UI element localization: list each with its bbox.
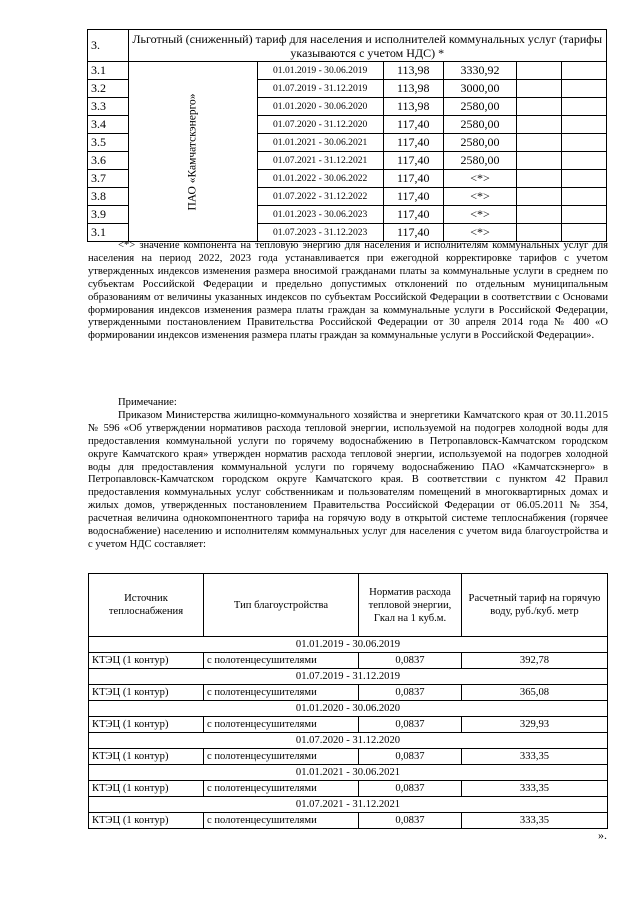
row-number: 3.4 <box>88 116 129 134</box>
table-row <box>88 62 607 80</box>
row-value-1: 113,98 <box>383 80 443 98</box>
source-cell: КТЭЦ (1 контур) <box>89 813 204 829</box>
period-label: 01.07.2021 - 31.12.2021 <box>89 797 608 813</box>
source-cell: КТЭЦ (1 контур) <box>89 653 204 669</box>
table-row <box>89 717 608 733</box>
empty-cell <box>562 152 607 170</box>
organization-cell <box>128 62 257 242</box>
source-cell: КТЭЦ (1 контур) <box>89 717 204 733</box>
empty-cell <box>562 98 607 116</box>
row-number: 3.6 <box>88 152 129 170</box>
row-value-2: 2580,00 <box>443 116 516 134</box>
row-value-2: 2580,00 <box>443 98 516 116</box>
row-value-2: <*> <box>443 188 516 206</box>
type-cell: с полотенцесушителями <box>204 813 359 829</box>
type-cell: с полотенцесушителями <box>204 781 359 797</box>
header-type: Тип благоустройства <box>204 574 359 637</box>
row-value-1: 117,40 <box>383 152 443 170</box>
row-value-2: <*> <box>443 170 516 188</box>
footnote-text: <*> значение компонента на тепловую энергию для населения и исполнителям коммунальных услуг для населения на период 2022, 2023 года устанавливается при ежегодной корректировке тарифов с учетом утвержденных индексов изменения размера вносимой гражданами платы за коммунальные услуги в среднем по субъектам Российской Федерации и предельно допустимых отклонений по отдельным муниципальным образованиям от величины указанных индексов по субъектам Российской Федерации в соответствии с Основами формирования индексов изменения размера платы граждан за коммунальные услуги в Российской Федерации, утвержденными постановлением Правительства Российской Федерации от 30 апреля 2014 года № 400 «О формировании индексов изменения размера платы граждан за коммунальные услуги в Российской Федерации». <box>88 240 608 342</box>
row-number: 3.8 <box>88 188 129 206</box>
row-value-1: 117,40 <box>383 224 443 242</box>
row-value-2: 2580,00 <box>443 134 516 152</box>
table-row <box>89 653 608 669</box>
note-text: Приказом Министерства жилищно-коммунального хозяйства и энергетики Камчатского края от 30.11.2015 № 596 «Об утверждении нормативов расхода тепловой энергии, используемой на подогрев холодной воды для предоставления коммунальной услуги по горячему водоснабжению в Петропавловск-Камчатском городском округе Камчатского края» утвержден норматив расхода тепловой энергии, используемой на подогрев холодной воды для предоставления коммунальной услуги по горячему водоснабжению ПАО «Камчатскэнерго» в Петропавловск-Камчатском городском округе Камчатского края. В соответствии с пунктом 42 Правил предоставления коммунальных услуг собственникам и пользователям помещений в многоквартирных домах и жилых домов, утвержденных постановлением Правительства Российской Федерации от 06.05.2011 № 354, расчетная величина однокомпонентного тарифа на горячую воду в открытой системе теплоснабжения (горячее водоснабжение) населению и исполнителям коммунальных услуг для населения с учетом вида благоустройства и с учетом НДС составляет: <box>88 409 608 550</box>
empty-cell <box>562 134 607 152</box>
type-cell: с полотенцесушителями <box>204 749 359 765</box>
tariff-header-row <box>88 30 607 62</box>
row-value-1: 113,98 <box>383 62 443 80</box>
row-period: 01.01.2023 - 30.06.2023 <box>257 206 383 224</box>
row-number: 3.2 <box>88 80 129 98</box>
note-title: Примечание: <box>118 397 177 408</box>
tariff-cell: 365,08 <box>462 685 608 701</box>
header-tariff: Расчетный тариф на горячую воду, руб./куб. метр <box>462 574 608 637</box>
norm-table <box>88 573 608 829</box>
row-period: 01.07.2022 - 31.12.2022 <box>257 188 383 206</box>
row-value-1: 117,40 <box>383 206 443 224</box>
row-value-1: 117,40 <box>383 188 443 206</box>
empty-cell <box>562 224 607 242</box>
norm-cell: 0,0837 <box>359 749 462 765</box>
row-period: 01.07.2020 - 31.12.2020 <box>257 116 383 134</box>
table-row <box>89 749 608 765</box>
note-block <box>88 397 608 552</box>
row-period: 01.07.2021 - 31.12.2021 <box>257 152 383 170</box>
empty-cell <box>517 170 562 188</box>
row-number: 3.3 <box>88 98 129 116</box>
tariff-cell: 333,35 <box>462 749 608 765</box>
row-value-2: <*> <box>443 206 516 224</box>
tariff-cell: 333,35 <box>462 781 608 797</box>
period-label: 01.07.2020 - 31.12.2020 <box>89 733 608 749</box>
table-row <box>89 685 608 701</box>
period-row <box>89 765 608 781</box>
table-row <box>89 813 608 829</box>
row-value-1: 117,40 <box>383 116 443 134</box>
empty-cell <box>562 116 607 134</box>
period-row <box>89 733 608 749</box>
period-row <box>89 701 608 717</box>
row-period: 01.07.2023 - 31.12.2023 <box>257 224 383 242</box>
row-period: 01.01.2022 - 30.06.2022 <box>257 170 383 188</box>
empty-cell <box>517 134 562 152</box>
row-number: 3.1 <box>88 224 129 242</box>
table-row <box>89 781 608 797</box>
period-label: 01.01.2021 - 30.06.2021 <box>89 765 608 781</box>
period-row <box>89 637 608 653</box>
norm-cell: 0,0837 <box>359 653 462 669</box>
tariff-cell: 329,93 <box>462 717 608 733</box>
empty-cell <box>517 188 562 206</box>
footnote-block <box>88 240 608 343</box>
empty-cell <box>517 152 562 170</box>
period-row <box>89 797 608 813</box>
empty-cell <box>562 170 607 188</box>
empty-cell <box>517 62 562 80</box>
row-number: 3.7 <box>88 170 129 188</box>
empty-cell <box>517 80 562 98</box>
row-period: 01.01.2021 - 30.06.2021 <box>257 134 383 152</box>
empty-cell <box>517 98 562 116</box>
row-value-2: 3000,00 <box>443 80 516 98</box>
empty-cell <box>517 116 562 134</box>
row-value-2: 2580,00 <box>443 152 516 170</box>
empty-cell <box>517 206 562 224</box>
empty-cell <box>562 80 607 98</box>
row-value-2: 3330,92 <box>443 62 516 80</box>
header-source: Источник теплоснабжения <box>89 574 204 637</box>
source-cell: КТЭЦ (1 контур) <box>89 749 204 765</box>
norm-header-row <box>89 574 608 637</box>
empty-cell <box>517 224 562 242</box>
type-cell: с полотенцесушителями <box>204 685 359 701</box>
row-period: 01.01.2020 - 30.06.2020 <box>257 98 383 116</box>
tariff-header-number: 3. <box>88 30 129 62</box>
header-norm: Норматив расхода тепловой энергии, Гкал на 1 куб.м. <box>359 574 462 637</box>
row-period: 01.01.2019 - 30.06.2019 <box>257 62 383 80</box>
period-label: 01.01.2020 - 30.06.2020 <box>89 701 608 717</box>
row-number: 3.5 <box>88 134 129 152</box>
type-cell: с полотенцесушителями <box>204 653 359 669</box>
empty-cell <box>562 62 607 80</box>
tariff-table <box>87 29 607 242</box>
tariff-cell: 392,78 <box>462 653 608 669</box>
empty-cell <box>562 188 607 206</box>
row-value-2: <*> <box>443 224 516 242</box>
norm-cell: 0,0837 <box>359 717 462 733</box>
row-value-1: 113,98 <box>383 98 443 116</box>
norm-cell: 0,0837 <box>359 813 462 829</box>
empty-cell <box>562 206 607 224</box>
tariff-header-text: Льготный (сниженный) тариф для населения и исполнителей коммунальных услуг (тарифы указываются с учетом НДС) * <box>128 30 607 62</box>
source-cell: КТЭЦ (1 контур) <box>89 685 204 701</box>
norm-cell: 0,0837 <box>359 781 462 797</box>
period-row <box>89 669 608 685</box>
row-value-1: 117,40 <box>383 170 443 188</box>
closing-quote-mark: ». <box>598 828 607 842</box>
row-number: 3.1 <box>88 62 129 80</box>
type-cell: с полотенцесушителями <box>204 717 359 733</box>
period-label: 01.01.2019 - 30.06.2019 <box>89 637 608 653</box>
tariff-cell: 333,35 <box>462 813 608 829</box>
period-label: 01.07.2019 - 31.12.2019 <box>89 669 608 685</box>
source-cell: КТЭЦ (1 контур) <box>89 781 204 797</box>
row-number: 3.9 <box>88 206 129 224</box>
organization-name: ПАО «Камчатскэнерго» <box>186 93 199 211</box>
row-value-1: 117,40 <box>383 134 443 152</box>
norm-cell: 0,0837 <box>359 685 462 701</box>
row-period: 01.07.2019 - 31.12.2019 <box>257 80 383 98</box>
